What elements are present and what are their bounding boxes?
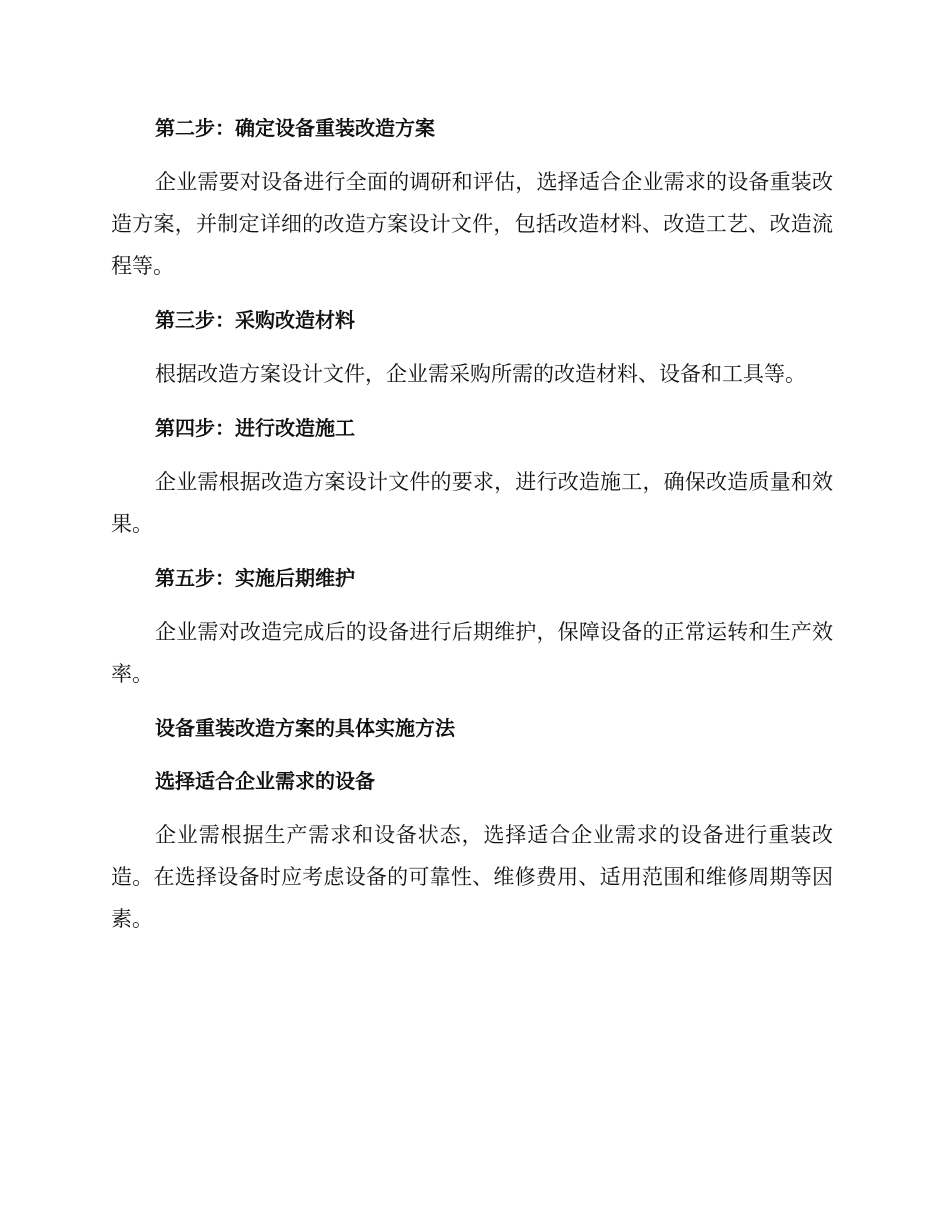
paragraph-step-5: 企业需对改造完成后的设备进行后期维护，保障设备的正常运转和生产效率。 <box>111 620 833 686</box>
section-heading-implementation: 设备重装改造方案的具体实施方法 <box>155 716 455 740</box>
section-heading-select-equipment: 选择适合企业需求的设备 <box>155 769 375 793</box>
document-page <box>111 108 833 953</box>
section-heading-step-4: 第四步：进行改造施工 <box>155 416 355 440</box>
section-heading-step-5: 第五步：实施后期维护 <box>155 566 355 590</box>
paragraph-select-equipment: 企业需根据生产需求和设备状态，选择适合企业需求的设备进行重装改造。在选择设备时应考虑设备的可靠性、维修费用、适用范围和维修周期等因素。 <box>111 823 833 931</box>
section-heading-step-3: 第三步：采购改造材料 <box>155 308 355 332</box>
paragraph-step-4: 企业需根据改造方案设计文件的要求，进行改造施工，确保改造质量和效果。 <box>111 470 833 536</box>
section-heading-step-2: 第二步：确定设备重装改造方案 <box>155 116 435 140</box>
paragraph-step-3: 根据改造方案设计文件，企业需采购所需的改造材料、设备和工具等。 <box>155 362 806 386</box>
paragraph-step-2: 企业需要对设备进行全面的调研和评估，选择适合企业需求的设备重装改造方案，并制定详细的改造方案设计文件，包括改造材料、改造工艺、改造流程等。 <box>111 170 833 278</box>
